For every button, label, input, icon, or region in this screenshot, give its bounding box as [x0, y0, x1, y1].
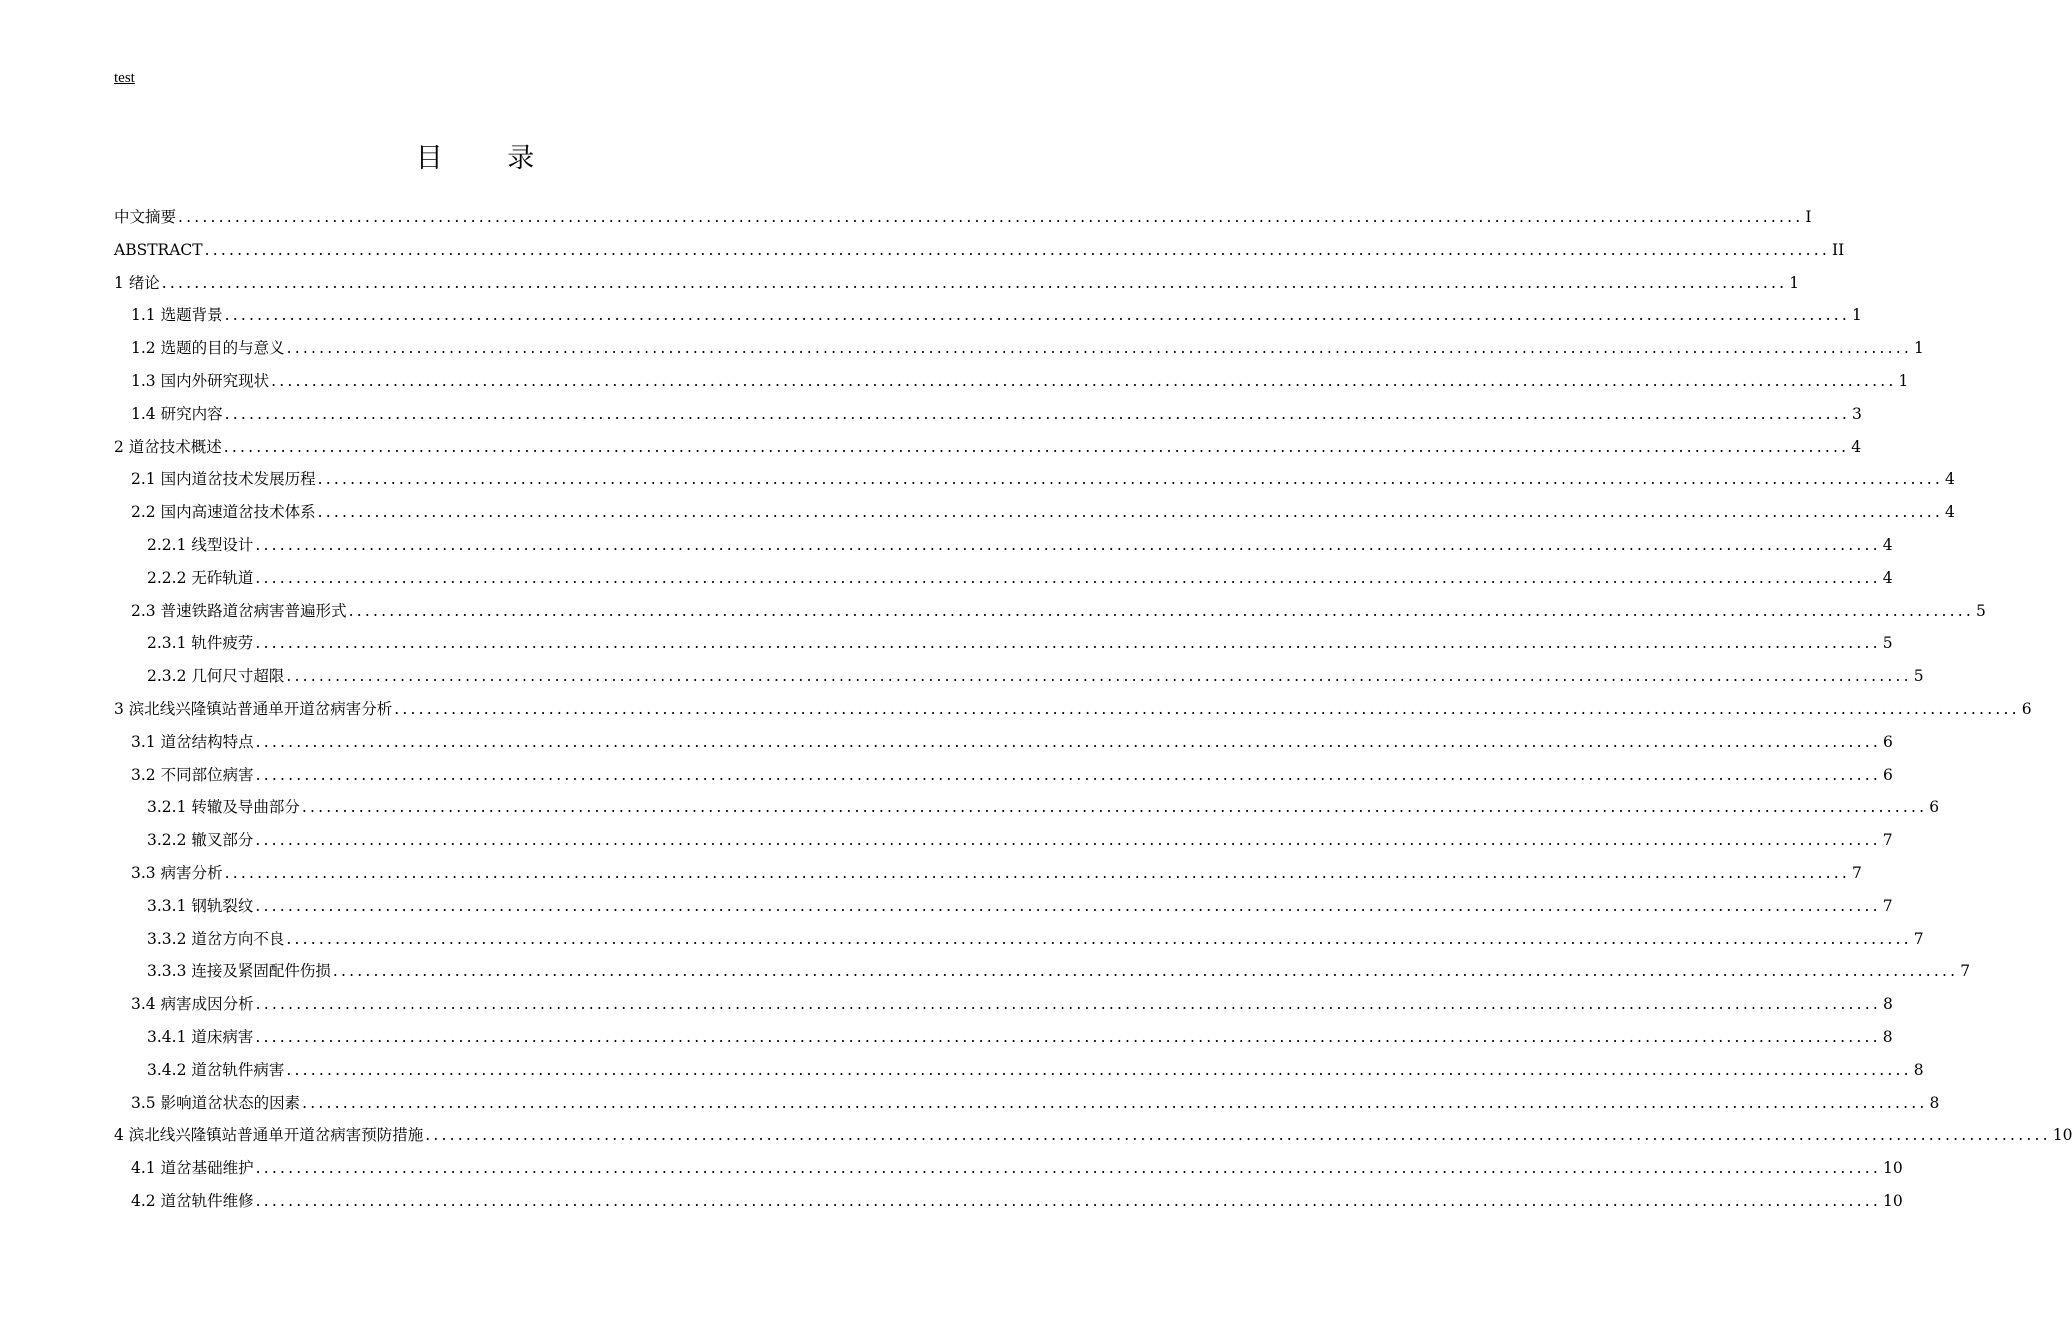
toc-entry-label: 2.2.1 线型设计	[147, 535, 254, 554]
toc-leader-dots: ........................................................................................................................................................................................................	[255, 732, 1881, 751]
toc-leader-dots: ........................................................................................................................................................................................................	[161, 273, 1788, 292]
toc-entry[interactable]	[114, 463, 1955, 496]
toc-entry[interactable]	[114, 595, 1986, 628]
toc-entry-page: 1	[1898, 371, 1909, 390]
toc-entry[interactable]	[114, 496, 1955, 529]
toc-entry[interactable]	[114, 1021, 1893, 1054]
toc-entry-page: 1	[1789, 273, 1800, 292]
toc-entry-label: 3.3.2 道岔方向不良	[147, 929, 285, 948]
toc-entry[interactable]	[114, 791, 1940, 824]
toc-entry-page: 5	[1913, 667, 1924, 686]
toc-leader-dots: ........................................................................................................................................................................................................	[204, 240, 1831, 259]
toc-leader-dots: ........................................................................................................................................................................................................	[255, 535, 1881, 554]
toc-entry-page: 7	[1960, 962, 1971, 981]
toc-entry[interactable]	[114, 365, 1909, 398]
toc-entry-label: 3.2.1 转辙及导曲部分	[147, 798, 300, 817]
toc-entry[interactable]	[114, 890, 1893, 923]
toc-entry-label: 3.3.3 连接及紧固配件伤损	[147, 962, 331, 981]
toc-leader-dots: ........................................................................................................................................................................................................	[302, 1093, 1928, 1112]
toc-entry-page: 6	[1882, 765, 1893, 784]
toc-entry-label: 2.1 国内道岔技术发展历程	[131, 470, 316, 489]
toc-entry-page: 8	[1929, 1093, 1940, 1112]
toc-entry-label: 1.3 国内外研究现状	[131, 371, 270, 390]
toc-entry[interactable]	[114, 1185, 1903, 1218]
toc-leader-dots: ........................................................................................................................................................................................................	[255, 765, 1881, 784]
toc-leader-dots: ........................................................................................................................................................................................................	[286, 1060, 1912, 1079]
toc-entry-label: 3.2.2 辙叉部分	[147, 831, 254, 850]
toc-entry[interactable]	[114, 857, 1862, 890]
toc-entry[interactable]	[114, 923, 1924, 956]
toc-entry-label: 1.2 选题的目的与意义	[131, 339, 285, 358]
toc-entry-page: 6	[1929, 798, 1940, 817]
toc-entry[interactable]	[114, 660, 1924, 693]
toc-leader-dots: ........................................................................................................................................................................................................	[255, 634, 1881, 653]
toc-entry-label: 1.1 选题背景	[131, 306, 223, 325]
toc-entry[interactable]	[114, 562, 1893, 595]
toc-entry-page: 4	[1882, 568, 1893, 587]
toc-entry-label: 3 滨北线兴隆镇站普通单开道岔病害分析	[114, 699, 393, 718]
toc-leader-dots: ........................................................................................................................................................................................................	[286, 929, 1912, 948]
toc-entry-page: 8	[1882, 995, 1893, 1014]
toc-entry[interactable]	[114, 1119, 2072, 1152]
toc-leader-dots: ........................................................................................................................................................................................................	[301, 798, 1928, 817]
toc-leader-dots: ........................................................................................................................................................................................................	[255, 831, 1881, 850]
toc-entry-page: 8	[1882, 1027, 1893, 1046]
toc-leader-dots: ........................................................................................................................................................................................................	[255, 568, 1881, 587]
toc-entry-page: 7	[1882, 831, 1893, 850]
toc-entry-page: 3	[1851, 404, 1862, 423]
toc-entry-label: 3.4.2 道岔轨件病害	[147, 1060, 285, 1079]
toc-entry-label: 2.3 普速铁路道岔病害普遍形式	[131, 601, 347, 620]
toc-leader-dots: ........................................................................................................................................................................................................	[224, 306, 1850, 325]
toc-entry-page: II	[1832, 240, 1845, 259]
toc-entry-page: 10	[2052, 1126, 2072, 1145]
toc-leader-dots: ........................................................................................................................................................................................................	[255, 995, 1881, 1014]
toc-entry-page: 4	[1944, 470, 1955, 489]
toc-leader-dots: ........................................................................................................................................................................................................	[271, 371, 1897, 390]
toc-entry-page: 5	[1975, 601, 1986, 620]
toc-entry[interactable]	[114, 988, 1893, 1021]
toc-entry-label: 3.1 道岔结构特点	[131, 732, 254, 751]
toc-entry[interactable]	[114, 398, 1862, 431]
toc-entry[interactable]	[114, 1087, 1940, 1120]
header-text: test	[114, 70, 135, 86]
toc-entry-page: 10	[1882, 1191, 1903, 1210]
toc-leader-dots: ........................................................................................................................................................................................................	[394, 699, 2020, 718]
toc-entry-page: 1	[1851, 306, 1862, 325]
toc-entry-page: 4	[1851, 437, 1862, 456]
toc-leader-dots: ........................................................................................................................................................................................................	[348, 601, 1974, 620]
toc-entry-label: 中文摘要	[114, 208, 177, 226]
toc-entry-page: 6	[2021, 699, 2032, 718]
toc-entry[interactable]	[114, 955, 1971, 988]
toc-entry-page: I	[1805, 208, 1812, 226]
toc-entry-label: 2.3.1 轨件疲劳	[147, 634, 254, 653]
toc-leader-dots: ........................................................................................................................................................................................................	[286, 339, 1912, 358]
toc-entry-page: 6	[1882, 732, 1893, 751]
toc-leader-dots: ........................................................................................................................................................................................................	[286, 667, 1912, 686]
toc-leader-dots: ........................................................................................................................................................................................................	[255, 1027, 1881, 1046]
toc-entry-label: 3.4 病害成因分析	[131, 995, 254, 1014]
toc-entry-page: 10	[1882, 1159, 1903, 1178]
table-of-contents	[114, 201, 2072, 1218]
toc-leader-dots: ........................................................................................................................................................................................................	[224, 404, 1850, 423]
toc-entry-page: 7	[1851, 863, 1862, 882]
toc-entry[interactable]	[114, 267, 1800, 300]
toc-entry-label: 2.2.2 无砟轨道	[147, 568, 254, 587]
toc-entry-label: 2 道岔技术概述	[114, 437, 222, 456]
toc-entry-label: 3.5 影响道岔状态的因素	[131, 1093, 301, 1112]
toc-entry-label: ABSTRACT	[114, 240, 203, 259]
page-title: 目 录	[415, 143, 563, 174]
toc-leader-dots: ........................................................................................................................................................................................................	[224, 863, 1850, 882]
toc-entry[interactable]	[114, 529, 1893, 562]
toc-leader-dots: ........................................................................................................................................................................................................	[255, 896, 1881, 915]
toc-entry-label: 4 滨北线兴隆镇站普通单开道岔病害预防措施	[114, 1126, 424, 1145]
toc-entry-page: 7	[1882, 896, 1893, 915]
toc-entry[interactable]	[114, 332, 1924, 365]
toc-entry-label: 3.2 不同部位病害	[131, 765, 254, 784]
toc-entry-label: 3.3.1 钢轨裂纹	[147, 896, 254, 915]
toc-entry-label: 4.2 道岔轨件维修	[131, 1191, 254, 1210]
toc-entry[interactable]	[114, 627, 1893, 660]
toc-entry-label: 2.2 国内高速道岔技术体系	[131, 503, 316, 522]
toc-leader-dots: ........................................................................................................................................................................................................	[223, 437, 1850, 456]
toc-entry[interactable]	[114, 201, 1812, 234]
toc-entry-page: 7	[1913, 929, 1924, 948]
toc-entry[interactable]	[114, 1054, 1924, 1087]
toc-leader-dots: ........................................................................................................................................................................................................	[255, 1159, 1881, 1178]
toc-entry[interactable]	[114, 431, 1862, 464]
toc-entry-page: 4	[1882, 535, 1893, 554]
toc-entry-page: 5	[1882, 634, 1893, 653]
toc-leader-dots: ........................................................................................................................................................................................................	[178, 208, 1804, 226]
toc-leader-dots: ........................................................................................................................................................................................................	[332, 962, 1959, 981]
toc-entry-label: 3.3 病害分析	[131, 863, 223, 882]
toc-entry-label: 2.3.2 几何尺寸超限	[147, 667, 285, 686]
toc-entry-label: 1.4 研究内容	[131, 404, 223, 423]
toc-entry[interactable]	[114, 1152, 1903, 1185]
toc-entry-page: 1	[1913, 339, 1924, 358]
toc-entry[interactable]	[114, 299, 1862, 332]
toc-entry-page: 4	[1944, 503, 1955, 522]
toc-entry-label: 3.4.1 道床病害	[147, 1027, 254, 1046]
toc-leader-dots: ........................................................................................................................................................................................................	[425, 1126, 2051, 1145]
toc-entry-page: 8	[1913, 1060, 1924, 1079]
toc-leader-dots: ........................................................................................................................................................................................................	[255, 1191, 1881, 1210]
toc-entry[interactable]	[114, 759, 1893, 792]
toc-entry-label: 4.1 道岔基础维护	[131, 1159, 254, 1178]
toc-leader-dots: ........................................................................................................................................................................................................	[317, 470, 1943, 489]
toc-entry-label: 1 绪论	[114, 273, 160, 292]
toc-entry[interactable]	[114, 234, 1845, 267]
toc-entry[interactable]	[114, 726, 1893, 759]
toc-entry[interactable]	[114, 824, 1893, 857]
toc-leader-dots: ........................................................................................................................................................................................................	[317, 503, 1943, 522]
toc-entry[interactable]	[114, 693, 2032, 726]
